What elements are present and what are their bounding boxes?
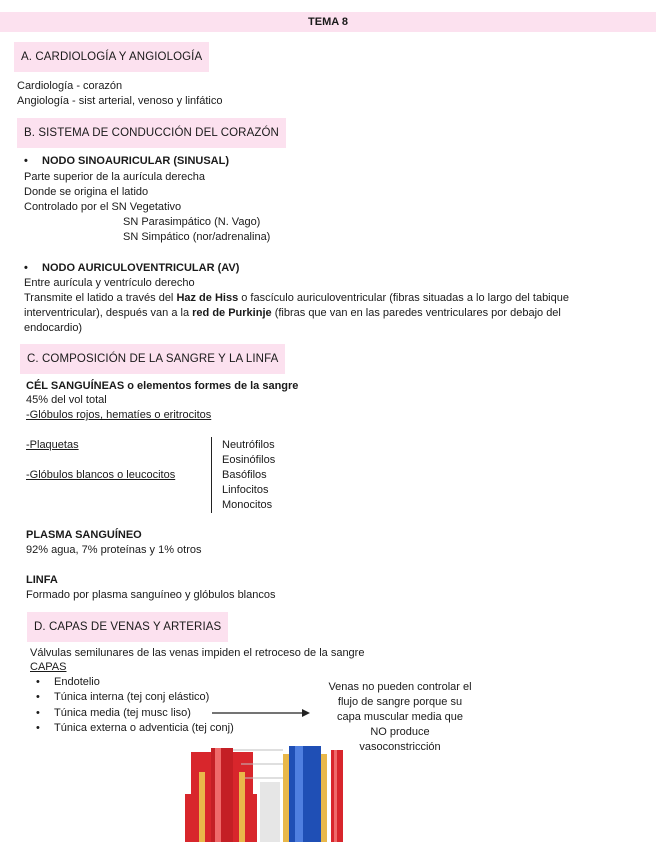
- text-line: SN Simpático (nor/adrenalina): [123, 231, 271, 243]
- text-line: Válvulas semilunares de las venas impiden el retroceso de la sangre: [30, 647, 365, 659]
- globulos-rojos-label: -Glóbulos rojos, hematíes o eritrocitos: [26, 409, 212, 421]
- layer-item: • Túnica media (tej musc liso): [54, 706, 191, 721]
- text-line: Entre aurícula y ventrículo derecho: [24, 277, 195, 289]
- section-d-title: D. CAPAS DE VENAS Y ARTERIAS: [27, 612, 228, 642]
- vessel-layers-illustration: [185, 742, 355, 842]
- leucocito-item: Monocitos: [222, 499, 273, 511]
- text-line: Angiología - sist arterial, venoso y linfático: [17, 95, 223, 107]
- text-line: SN Parasimpático (N. Vago): [123, 216, 261, 228]
- linfa-heading: LINFA: [26, 574, 58, 586]
- note-line: capa muscular media que: [337, 711, 463, 723]
- text-line: Controlado por el SN Vegetativo: [24, 201, 182, 213]
- globulos-blancos-label: -Glóbulos blancos o leucocitos: [26, 469, 176, 481]
- section-a-title: A. CARDIOLOGÍA Y ANGIOLOGÍA: [14, 42, 209, 72]
- av-node-heading: • NODO AURICULOVENTRICULAR (AV): [42, 261, 239, 276]
- arrow-icon: [210, 706, 310, 720]
- text-line: 92% agua, 7% proteínas y 1% otros: [26, 544, 202, 556]
- text-line: Parte superior de la aurícula derecha: [24, 171, 205, 183]
- text-line: Formado por plasma sanguíneo y glóbulos blancos: [26, 589, 276, 601]
- layer-item: • Endotelio: [54, 675, 100, 690]
- note-line: Venas no pueden controlar el: [328, 681, 472, 693]
- section-c-title: C. COMPOSICIÓN DE LA SANGRE Y LA LINFA: [20, 344, 285, 374]
- cel-sanguineas-heading: CÉL SANGUÍNEAS o elementos formes de la sangre: [26, 380, 299, 392]
- text-line: 45% del vol total: [26, 394, 107, 406]
- sa-node-heading: • NODO SINOAURICULAR (SINUSAL): [42, 154, 229, 169]
- plaquetas-label: -Plaquetas: [26, 439, 79, 451]
- note-line: flujo de sangre porque su: [337, 696, 463, 708]
- bracket-line: [211, 437, 212, 513]
- capas-label: CAPAS: [30, 661, 67, 673]
- layer-item: • Túnica interna (tej conj elástico): [54, 690, 209, 705]
- av-paragraph-line: endocardio): [24, 322, 83, 334]
- leucocito-item: Neutrófilos: [222, 439, 275, 451]
- layer-item: • Túnica externa o adventicia (tej conj): [54, 721, 234, 736]
- leucocito-item: Eosinófilos: [222, 454, 276, 466]
- leucocito-item: Linfocitos: [222, 484, 269, 496]
- plasma-heading: PLASMA SANGUÍNEO: [26, 529, 142, 541]
- leucocito-item: Basófilos: [222, 469, 267, 481]
- av-paragraph-line: interventricular), después van a la red de Purkinje (fibras que van en las paredes ventriculares por debajo del: [24, 307, 561, 319]
- note-line: vasoconstricción: [359, 741, 441, 753]
- av-paragraph-line: Transmite el latido a través del Haz de Hiss o fascículo auriculoventricular (fibras situadas a lo largo del tabique: [24, 292, 569, 304]
- note-line: NO produce: [370, 726, 430, 738]
- text-line: Cardiología - corazón: [17, 80, 123, 92]
- text-line: Donde se origina el latido: [24, 186, 149, 198]
- page-title: TEMA 8: [308, 16, 348, 28]
- section-b-title: B. SISTEMA DE CONDUCCIÓN DEL CORAZÓN: [17, 118, 286, 148]
